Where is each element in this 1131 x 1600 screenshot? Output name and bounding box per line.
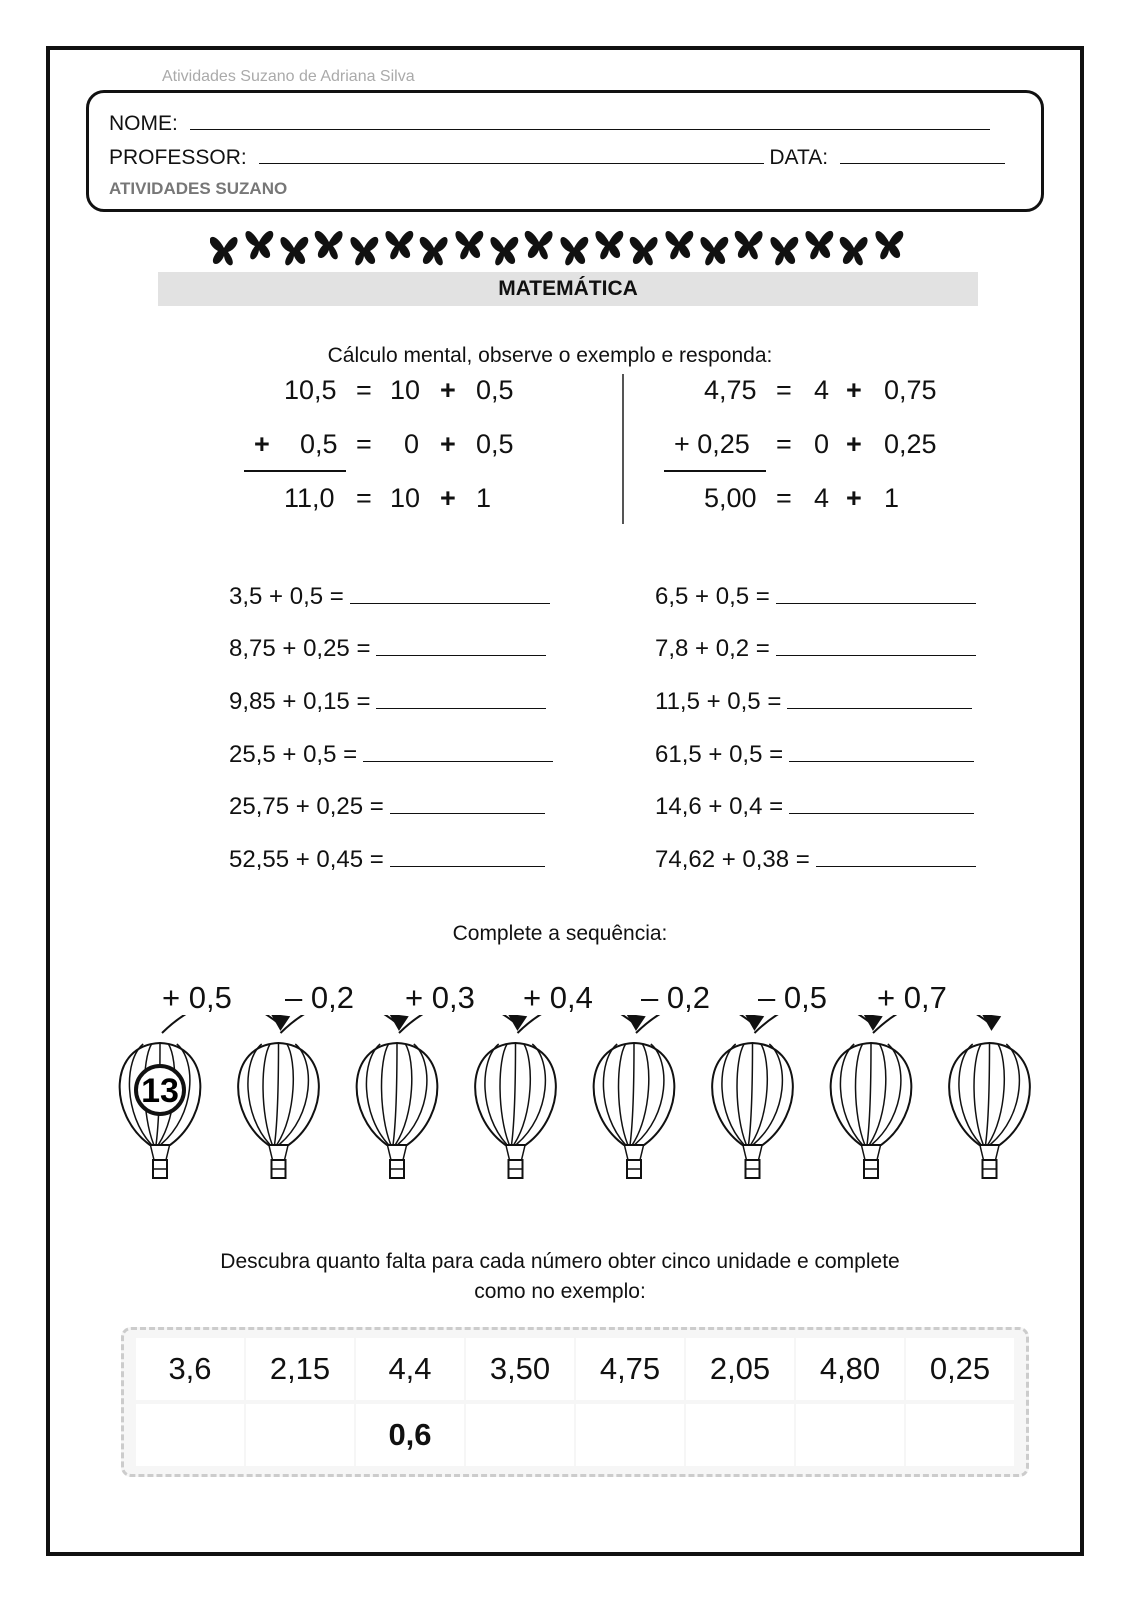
sequence-arrow-icon: [755, 1015, 874, 1033]
answer-cell[interactable]: [246, 1404, 354, 1466]
right-problem: [655, 635, 976, 663]
ex-left-r1-eq: =: [356, 375, 372, 405]
answer-field[interactable]: [789, 793, 974, 814]
ex-left-r1-plus: +: [440, 375, 456, 405]
subject-title: MATEMÁTICA: [158, 272, 978, 306]
ex-left-r2-plus1: +: [254, 429, 270, 459]
ex-right-sum-line: [664, 470, 766, 472]
left-problem: [229, 741, 553, 769]
ex-left-r3-eq: =: [356, 483, 372, 513]
sequence-step: + 0,5: [162, 980, 232, 1015]
sequence-arrow-icon: [281, 1015, 400, 1033]
problem-text: 8,75 + 0,25 =: [229, 635, 371, 662]
balloon-icon[interactable]: [357, 1043, 438, 1178]
answer-field[interactable]: [376, 688, 546, 709]
instruction-five-units-line2: como no exemplo:: [474, 1280, 646, 1303]
number-cell: 4,75: [576, 1338, 684, 1400]
ex-left-r2-eq: =: [356, 429, 372, 459]
sequence-step: + 0,7: [877, 980, 947, 1015]
balloon-icon[interactable]: [712, 1043, 793, 1178]
date-field[interactable]: [840, 145, 1005, 164]
instruction-five-units-line1: Descubra quanto falta para cada número obter cinco unidade e complete: [220, 1250, 900, 1273]
ex-right-r2-eq: =: [776, 429, 792, 459]
balloon-icon[interactable]: [475, 1043, 556, 1178]
five-units-table: [121, 1327, 1029, 1477]
watermark: Atividades Suzano de Adriana Silva: [162, 68, 415, 85]
answer-field[interactable]: [789, 741, 974, 762]
ex-right-r1-plus: +: [846, 375, 862, 405]
sequence-arrow-icon: [399, 1015, 518, 1033]
balloon-icon: [120, 1043, 201, 1178]
date-label: DATA:: [769, 146, 829, 169]
ex-left-r3-a: 11,0: [284, 483, 335, 513]
number-cell: 2,05: [686, 1338, 794, 1400]
answer-field[interactable]: [376, 635, 546, 656]
sequence-step: – 0,2: [641, 980, 710, 1015]
professor-row: [109, 145, 1005, 170]
ex-left-r3-b: 10: [390, 483, 421, 513]
number-cell: 4,80: [796, 1338, 904, 1400]
name-field[interactable]: [190, 111, 990, 130]
ex-right-r1-b: 4: [814, 375, 830, 405]
name-row: [109, 111, 990, 136]
ex-left-sum-line: [244, 470, 346, 472]
answer-field[interactable]: [776, 583, 976, 604]
ex-right-r1-c: 0,75: [884, 375, 937, 405]
sequence-step: – 0,2: [285, 980, 354, 1015]
brand-text: ATIVIDADES SUZANO: [109, 179, 288, 198]
professor-label: PROFESSOR:: [109, 146, 247, 169]
problem-text: 14,6 + 0,4 =: [655, 793, 784, 820]
answer-cell[interactable]: [686, 1404, 794, 1466]
answer-cell[interactable]: [906, 1404, 1014, 1466]
answer-field[interactable]: [787, 688, 972, 709]
problem-text: 25,75 + 0,25 =: [229, 793, 384, 820]
balloon-sequence: [110, 1015, 1050, 1205]
name-label: NOME:: [109, 112, 178, 135]
right-problem: [655, 688, 972, 716]
answer-cell[interactable]: [136, 1404, 244, 1466]
answer-cell[interactable]: [796, 1404, 904, 1466]
number-cell: 3,50: [466, 1338, 574, 1400]
answer-field[interactable]: [363, 741, 553, 762]
balloon-icon[interactable]: [831, 1043, 912, 1178]
example-divider: [622, 374, 624, 524]
ex-right-r1-a: 4,75: [704, 375, 757, 405]
ex-right-r3-b: 4: [814, 483, 830, 513]
sequence-arrow-icon: [873, 1015, 992, 1033]
sequence-arrow-icon: [518, 1015, 637, 1033]
sequence-step: + 0,4: [523, 980, 593, 1015]
right-problem: [655, 583, 976, 611]
problem-text: 52,55 + 0,45 =: [229, 846, 384, 873]
balloon-icon[interactable]: [238, 1043, 319, 1178]
student-info-box: [86, 90, 1044, 212]
ex-left-r2-b: 0: [404, 429, 420, 459]
answer-field[interactable]: [390, 793, 545, 814]
arrowhead-icon: [984, 1015, 1000, 1029]
right-problem: [655, 846, 976, 874]
answer-field[interactable]: [350, 583, 550, 604]
number-cell: 2,15: [246, 1338, 354, 1400]
problem-text: 61,5 + 0,5 =: [655, 741, 784, 768]
answer-cell[interactable]: [466, 1404, 574, 1466]
ex-right-r2-c: 0,25: [884, 429, 937, 459]
ex-left-r1-a: 10,5: [284, 375, 337, 405]
problem-text: 25,5 + 0,5 =: [229, 741, 358, 768]
answer-cell[interactable]: [576, 1404, 684, 1466]
answer-field[interactable]: [816, 846, 976, 867]
number-cell: 0,25: [906, 1338, 1014, 1400]
ex-right-r1-eq: =: [776, 375, 792, 405]
example-answer-cell: 0,6: [356, 1404, 464, 1466]
number-cell: 4,4: [356, 1338, 464, 1400]
ex-right-r2-plus: +: [846, 429, 862, 459]
problem-text: 11,5 + 0,5 =: [655, 688, 782, 715]
sequence-arrow-icon: [162, 1015, 281, 1033]
sequence-arrow-icon: [636, 1015, 755, 1033]
ex-right-r3-plus: +: [846, 483, 862, 513]
left-problem: [229, 635, 546, 663]
start-value: 13: [141, 1072, 179, 1110]
problem-text: 7,8 + 0,2 =: [655, 635, 770, 662]
left-problem: [229, 583, 550, 611]
problem-text: 74,62 + 0,38 =: [655, 846, 810, 873]
sequence-step: – 0,5: [758, 980, 827, 1015]
ex-left-r3-plus: +: [440, 483, 456, 513]
ex-right-r3-eq: =: [776, 483, 792, 513]
ex-left-r1-b: 10: [390, 375, 421, 405]
professor-field[interactable]: [259, 145, 764, 164]
ex-left-r2-plus2: +: [440, 429, 456, 459]
ex-right-r2-b: 0: [814, 429, 830, 459]
answer-field[interactable]: [776, 635, 976, 656]
left-problem: [229, 688, 546, 716]
ex-right-r3-c: 1: [884, 483, 900, 513]
ex-right-r3-a: 5,00: [704, 483, 757, 513]
left-problem: [229, 846, 545, 874]
problem-text: 3,5 + 0,5 =: [229, 583, 344, 610]
left-problem: [229, 793, 545, 821]
ex-left-r2-c: 0,5: [476, 429, 514, 459]
ex-left-r2-a: 0,5: [300, 429, 338, 459]
answer-field[interactable]: [390, 846, 545, 867]
problem-text: 9,85 + 0,15 =: [229, 688, 371, 715]
instruction-five-units: [120, 1250, 1000, 1304]
ex-left-r3-c: 1: [476, 483, 492, 513]
instruction-sequence: Complete a sequência:: [452, 922, 668, 945]
butterfly-border-icon: [210, 220, 920, 270]
ex-left-r1-c: 0,5: [476, 375, 514, 405]
balloon-icon[interactable]: [949, 1043, 1030, 1178]
ex-right-r2-a: + 0,25: [674, 429, 750, 459]
sequence-step: + 0,3: [405, 980, 475, 1015]
right-problem: [655, 793, 974, 821]
number-cell: 3,6: [136, 1338, 244, 1400]
balloon-icon[interactable]: [594, 1043, 675, 1178]
instruction-mental-calc: Cálculo mental, observe o exemplo e responda:: [327, 344, 773, 367]
right-problem: [655, 741, 974, 769]
problem-text: 6,5 + 0,5 =: [655, 583, 770, 610]
